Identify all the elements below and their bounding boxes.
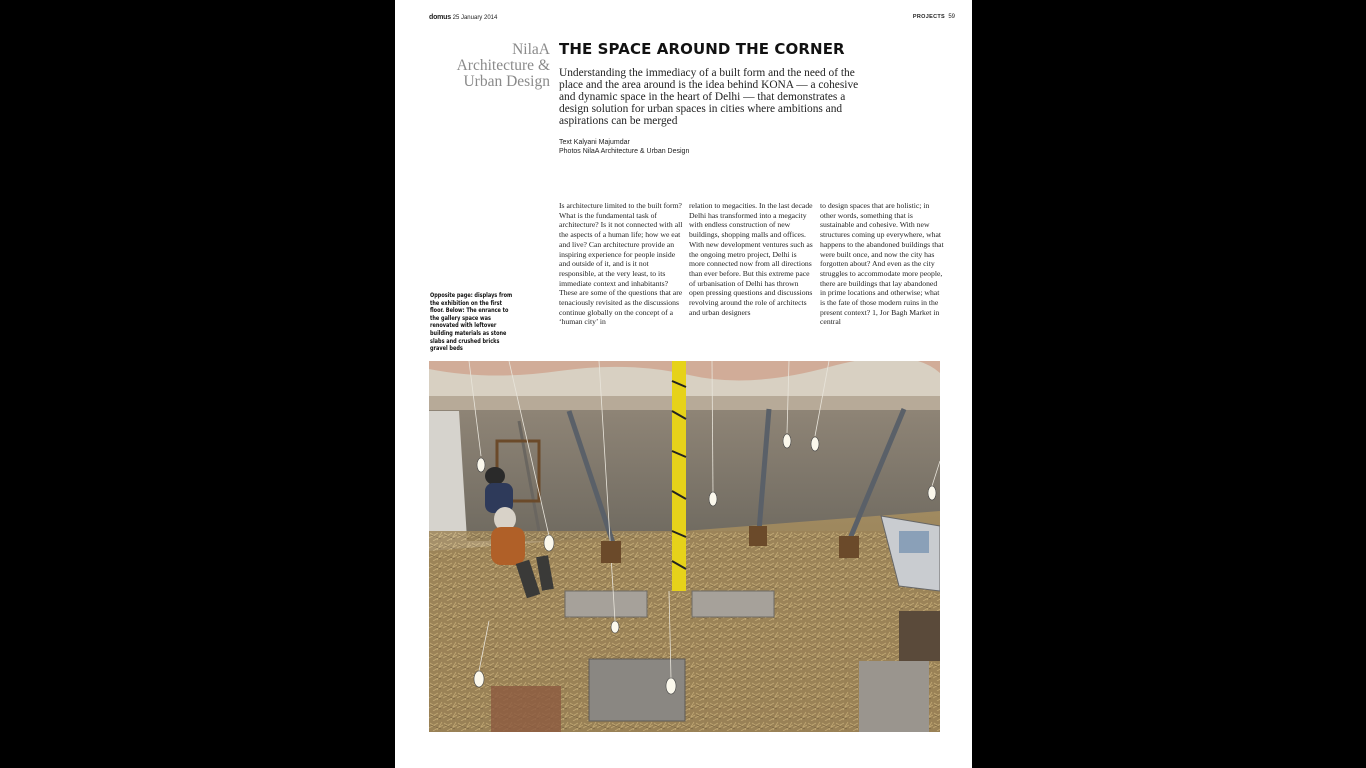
article-title: THE SPACE AROUND THE CORNER <box>559 40 845 58</box>
page-number: 59 <box>948 14 955 20</box>
body-column-3: to design spaces that are holistic; in other words, something that is sustainable and cohesive. With new structures coming up everywhere, what happens to the abandoned buildings that were built once, and now the city has forgotten about? And even as the city struggles to accommodate more people, there are buildings that lay abandoned in prime locations and otherwise; what is the fate of those modern ruins in the present context? 1, Jor Bagh Market in central <box>820 201 944 327</box>
standfirst: Understanding the immediacy of a built form and the need of the place and the area around is the idea behind KONA — a cohesive and dynamic space in the heart of Delhi — that demonstrates a design solution for urban spaces in cities where ambitions and aspirations can be merged <box>559 67 859 127</box>
section-name: PROJECTS <box>912 14 945 20</box>
photo-caption: Opposite page: displays from the exhibition on the first floor. Below: The enrance to the gallery space was renovated with leftover building materials as stone slabs and crushed bricks gravel beds <box>430 292 513 353</box>
issue-date: 25 January 2014 <box>452 15 498 21</box>
photo-credit: Photos NilaA Architecture & Urban Design <box>559 148 690 155</box>
magazine-page <box>395 0 972 768</box>
header-right <box>913 14 955 20</box>
body-column-2: relation to megacities. In the last decade Delhi has transformed into a megacity with endless construction of new buildings, shopping malls and offices. With new development ventures such as the ongoing metro project, Delhi is more connected now from all directions than ever before. But this extreme pace of urbanisation of Delhi has thrown open pressing questions and discussions revolving around the role of architects and urban designers <box>689 201 813 317</box>
firm-line-1: NilaA <box>512 41 550 58</box>
firm-line-3: Urban Design <box>463 73 550 90</box>
brand-name: domus <box>429 14 451 21</box>
text-credit: Text Kalyani Majumdar <box>559 139 630 146</box>
credits <box>559 138 689 156</box>
header-left <box>429 14 497 21</box>
firm-name <box>400 42 550 90</box>
gallery-entrance-photo <box>429 361 940 732</box>
firm-line-2: Architecture & <box>456 57 550 74</box>
body-column-1: Is architecture limited to the built form? What is the fundamental task of architecture? Is it not connected with all the aspects of a human life; how we eat and live? Can architecture provide an inspiring experience for people inside and outside of it, and is it not responsible, at the very least, to its immediate context and inhabitants? These are some of the questions that are tenaciously revisited as the discussions continue globally on the concept of a ‘human city’ in <box>559 201 683 327</box>
